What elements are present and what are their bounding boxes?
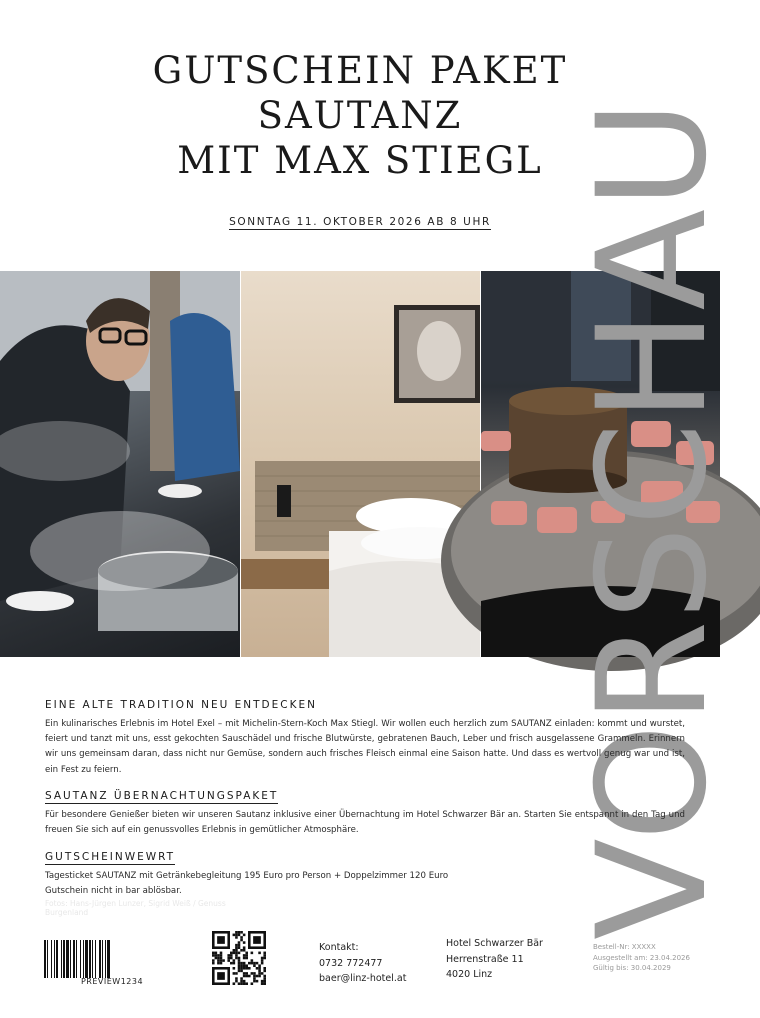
qr-module bbox=[215, 954, 218, 957]
qr-module bbox=[253, 964, 256, 967]
barcode-bar bbox=[85, 940, 88, 978]
qr-module bbox=[240, 980, 243, 983]
qr-module bbox=[238, 941, 241, 944]
qr-module bbox=[233, 972, 236, 975]
qr-module bbox=[258, 967, 261, 970]
qr-module bbox=[263, 980, 266, 983]
qr-module bbox=[258, 952, 261, 955]
qr-module bbox=[251, 962, 254, 965]
qr-module bbox=[256, 962, 259, 965]
qr-module bbox=[243, 982, 246, 985]
qr-module bbox=[261, 982, 264, 985]
preview-watermark bbox=[520, 60, 760, 980]
qr-module bbox=[261, 980, 264, 983]
chef-cooking-illustration bbox=[0, 271, 240, 657]
qr-module bbox=[256, 975, 259, 978]
barcode-bar bbox=[89, 940, 91, 978]
qr-module bbox=[248, 975, 251, 978]
barcode-bar bbox=[66, 940, 69, 978]
section-package-heading-text: SAUTANZ ÜBERNACHTUNGSPAKET bbox=[45, 790, 279, 802]
qr-module bbox=[238, 959, 241, 962]
qr-module bbox=[243, 975, 246, 978]
qr-module bbox=[245, 957, 248, 960]
qr-module bbox=[222, 959, 225, 962]
qr-module bbox=[253, 962, 256, 965]
barcode-bar bbox=[105, 940, 106, 978]
order-number: Bestell-Nr: XXXXX bbox=[593, 943, 656, 951]
qr-module bbox=[227, 959, 230, 962]
qr-module bbox=[245, 972, 248, 975]
qr-module bbox=[243, 957, 246, 960]
contact-label: Kontakt: bbox=[319, 942, 359, 953]
qr-module bbox=[217, 957, 220, 960]
qr-module bbox=[248, 962, 251, 965]
qr-module bbox=[253, 972, 256, 975]
barcode-bar bbox=[80, 940, 81, 978]
contact-block bbox=[319, 940, 406, 987]
qr-module bbox=[227, 957, 230, 960]
title-line-1: GUTSCHEIN PAKET bbox=[152, 49, 568, 92]
contact-phone[interactable]: 0732 772477 bbox=[319, 957, 383, 969]
watermark-graphic bbox=[520, 60, 760, 980]
qr-module bbox=[263, 952, 266, 955]
qr-module bbox=[240, 931, 243, 934]
qr-module bbox=[230, 957, 233, 960]
qr-module bbox=[251, 952, 254, 955]
qr-module bbox=[243, 980, 246, 983]
qr-module bbox=[251, 959, 254, 962]
barcode-bar bbox=[51, 940, 52, 978]
qr-module bbox=[217, 959, 220, 962]
barcode-bar bbox=[107, 940, 110, 978]
barcode-number: PREVIEW1234 bbox=[80, 977, 144, 986]
barcode-bar bbox=[73, 940, 75, 978]
barcode-bar bbox=[61, 940, 62, 978]
qr-module bbox=[258, 975, 261, 978]
qr-module bbox=[253, 980, 256, 983]
qr-module bbox=[238, 931, 241, 934]
qr-module bbox=[235, 954, 238, 957]
voucher-details bbox=[593, 942, 690, 974]
barcode-bar bbox=[92, 940, 93, 978]
qr-module bbox=[243, 941, 246, 944]
qr-module bbox=[245, 975, 248, 978]
barcode-bar bbox=[47, 940, 48, 978]
valid-until: Gültig bis: 30.04.2029 bbox=[593, 964, 671, 972]
section-value bbox=[45, 851, 685, 899]
qr-module bbox=[233, 959, 236, 962]
qr-code bbox=[212, 931, 266, 985]
barcode-bar bbox=[44, 940, 46, 978]
qr-module bbox=[243, 934, 246, 937]
title-line-3: MIT MAX STIEGL bbox=[177, 139, 543, 182]
qr-module bbox=[245, 982, 248, 985]
qr-module bbox=[238, 944, 241, 947]
qr-module bbox=[238, 967, 241, 970]
qr-module bbox=[261, 962, 264, 965]
qr-module bbox=[245, 967, 248, 970]
qr-module bbox=[253, 936, 261, 944]
qr-module bbox=[220, 959, 223, 962]
section-value-line-2: Gutschein nicht in bar ablösbar. bbox=[45, 886, 182, 897]
barcode-bar bbox=[54, 940, 55, 978]
qr-module bbox=[240, 939, 243, 942]
qr-module bbox=[245, 952, 248, 955]
qr-module bbox=[240, 936, 243, 939]
section-tradition-heading: EINE ALTE TRADITION NEU ENTDECKEN bbox=[45, 699, 317, 711]
qr-module bbox=[217, 954, 220, 957]
qr-module bbox=[238, 952, 241, 955]
qr-module bbox=[240, 970, 243, 973]
qr-module bbox=[212, 962, 215, 965]
qr-module bbox=[238, 934, 241, 937]
hotel-address bbox=[446, 936, 543, 983]
qr-module bbox=[230, 962, 233, 965]
qr-module bbox=[212, 959, 215, 962]
watermark-text: VORSCHAU bbox=[566, 92, 740, 940]
qr-module bbox=[233, 982, 236, 985]
section-tradition-text: Ein kulinarisches Erlebnis im Hotel Exel – mit Michelin-Stern-Koch Max Stiegl. Wir wollen euch herzlich zum SAUTANZ einladen: kommt und wurstet, feiert und tanzt mit uns, esst gekochten Sauschädel und frische Blutwürste, gebratenen Bauch, Leber und frisch ausgelassene Grammeln. Erinnern wir uns gemeinsam daran, dass nicht nur Gemüse, sondern auch frisches Fleisch einmal eine Saison hatte. Und dass es wertvoll genug war und ist, ein Fest zu feiern. bbox=[45, 719, 685, 775]
qr-module bbox=[258, 964, 261, 967]
section-package-heading bbox=[45, 790, 685, 802]
qr-module bbox=[235, 957, 238, 960]
qr-module bbox=[235, 944, 238, 947]
barcode-bar bbox=[70, 940, 71, 978]
qr-module bbox=[240, 977, 243, 980]
qr-module bbox=[238, 957, 241, 960]
qr-module bbox=[233, 949, 236, 952]
qr-module bbox=[248, 967, 251, 970]
contact-email[interactable]: baer@linz-hotel.at bbox=[319, 973, 407, 984]
qr-module bbox=[235, 949, 238, 952]
section-value-heading bbox=[45, 851, 685, 863]
qr-module bbox=[253, 975, 256, 978]
qr-module bbox=[212, 952, 215, 955]
qr-module bbox=[243, 972, 246, 975]
event-date-text: SONNTAG 11. OKTOBER 2026 AB 8 UHR bbox=[229, 216, 491, 228]
qr-module bbox=[240, 982, 243, 985]
qr-module bbox=[217, 936, 225, 944]
qr-module bbox=[235, 946, 238, 949]
qr-module bbox=[263, 975, 266, 978]
qr-module bbox=[240, 962, 243, 965]
qr-module bbox=[230, 954, 233, 957]
qr-module bbox=[235, 952, 238, 955]
qr-module bbox=[245, 954, 248, 957]
barcode-bar bbox=[76, 940, 77, 978]
qr-module bbox=[258, 972, 261, 975]
qr-module bbox=[230, 952, 233, 955]
section-value-heading-text: GUTSCHEINWEWRT bbox=[45, 851, 176, 863]
hotel-room-illustration bbox=[241, 271, 480, 657]
qr-module bbox=[235, 980, 238, 983]
hotel-street: Herrenstraße 11 bbox=[446, 953, 524, 965]
qr-module bbox=[220, 952, 223, 955]
barcode-bar bbox=[99, 940, 101, 978]
qr-module bbox=[245, 964, 248, 967]
qr-module bbox=[263, 982, 266, 985]
qr-module bbox=[238, 982, 241, 985]
issue-date: Ausgestellt am: 23.04.2026 bbox=[593, 953, 690, 962]
qr-module bbox=[238, 964, 241, 967]
qr-module bbox=[263, 967, 266, 970]
hotel-room-photo bbox=[241, 271, 480, 657]
qr-module bbox=[243, 964, 246, 967]
barcode-bar bbox=[56, 940, 58, 978]
qr-module bbox=[235, 977, 238, 980]
barcode-bar bbox=[83, 940, 84, 978]
qr-module bbox=[212, 954, 215, 957]
qr-module bbox=[263, 970, 266, 973]
section-package bbox=[45, 790, 685, 838]
title-line-2: SAUTANZ bbox=[257, 94, 463, 137]
section-tradition bbox=[45, 699, 685, 778]
qr-module bbox=[240, 949, 243, 952]
qr-module bbox=[235, 931, 238, 934]
qr-module bbox=[258, 970, 261, 973]
qr-module bbox=[233, 967, 236, 970]
qr-module bbox=[256, 980, 259, 983]
qr-module bbox=[215, 957, 218, 960]
qr-module bbox=[235, 934, 238, 937]
qr-module bbox=[220, 962, 223, 965]
qr-module bbox=[238, 962, 241, 965]
qr-module bbox=[240, 967, 243, 970]
qr-module bbox=[263, 977, 266, 980]
qr-module bbox=[263, 954, 266, 957]
barcode bbox=[44, 940, 180, 978]
qr-module bbox=[256, 967, 259, 970]
qr-module bbox=[233, 934, 236, 937]
photo-credit: Fotos: Hans-Jürgen Lunzer, Sigrid Weiß / Genuss Burgenland bbox=[45, 899, 226, 917]
qr-module bbox=[217, 962, 220, 965]
qr-module bbox=[263, 957, 266, 960]
qr-module bbox=[243, 967, 246, 970]
qr-module bbox=[243, 954, 246, 957]
qr-module bbox=[227, 954, 230, 957]
qr-module bbox=[261, 959, 264, 962]
qr-module bbox=[235, 936, 238, 939]
qr-module bbox=[243, 962, 246, 965]
qr-module bbox=[235, 972, 238, 975]
qr-module bbox=[233, 962, 236, 965]
qr-module bbox=[240, 964, 243, 967]
section-value-line-1: Tagesticket SAUTANZ mit Getränkebegleitung 195 Euro pro Person + Doppelzimmer 120 Euro bbox=[45, 871, 449, 881]
qr-module bbox=[220, 957, 223, 960]
qr-module bbox=[243, 946, 246, 949]
qr-module bbox=[233, 952, 236, 955]
qr-module bbox=[217, 972, 225, 980]
qr-module bbox=[215, 952, 218, 955]
qr-module bbox=[261, 972, 264, 975]
barcode-bar bbox=[95, 940, 96, 978]
qr-module bbox=[253, 977, 256, 980]
barcode-bar bbox=[102, 940, 103, 978]
qr-module bbox=[243, 949, 246, 952]
qr-module bbox=[220, 954, 223, 957]
qr-module bbox=[238, 946, 241, 949]
hotel-city: 4020 Linz bbox=[446, 969, 493, 980]
qr-module bbox=[238, 970, 241, 973]
section-package-text: Für besondere Genießer bieten wir unseren Sautanz inklusive einer Übernachtung im Hotel Schwarzer Bär an. Starten Sie entspannt in den Tag und freuen Sie sich auf ein genussvolles Erlebnis in gemütlicher Atmosphäre. bbox=[45, 810, 685, 836]
barcode-bar bbox=[63, 940, 65, 978]
hotel-name: Hotel Schwarzer Bär bbox=[446, 938, 543, 949]
qr-module bbox=[251, 972, 254, 975]
qr-module bbox=[261, 957, 264, 960]
qr-module bbox=[251, 982, 254, 985]
